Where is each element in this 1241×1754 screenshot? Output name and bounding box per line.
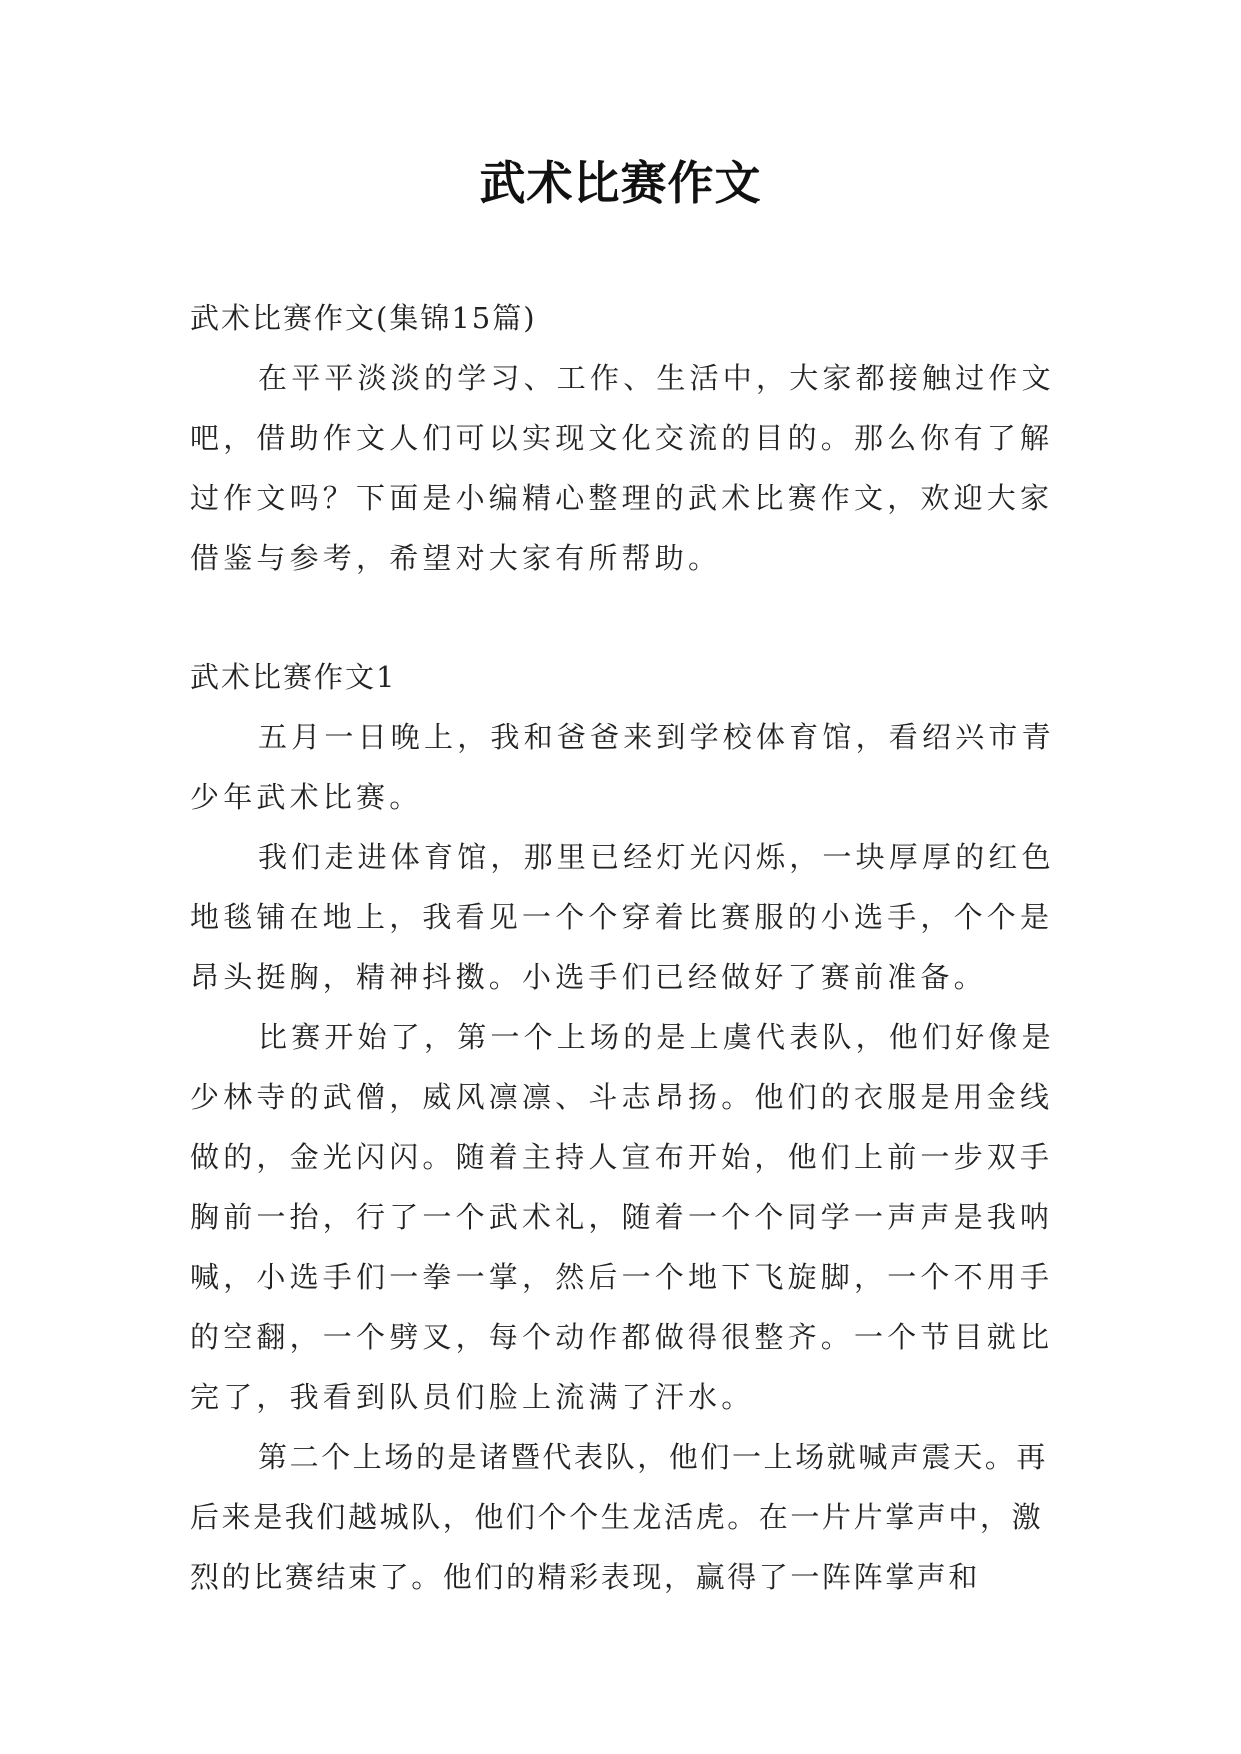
essay-paragraph-2: 我们走进体育馆，那里已经灯光闪烁，一块厚厚的红色地毯铺在地上，我看见一个个穿着比赛服的小选手，个个是昂头挺胸，精神抖擞。小选手们已经做好了赛前准备。: [190, 840, 1055, 994]
collection-heading: 武术比赛作文(集锦15篇): [190, 301, 537, 335]
essay-paragraph-3: 比赛开始了，第一个上场的是上虞代表队，他们好像是少林寺的武僧，威风凛凛、斗志昂扬。他们的衣服是用金线做的，金光闪闪。随着主持人宣布开始，他们上前一步双手胸前一抬，行了一个武术礼，随着一个个同学一声声是我呐喊，小选手们一拳一掌，然后一个地下飞旋脚，一个不用手的空翻，一个劈叉，每个动作都做得很整齐。一个节目就比完了，我看到队员们脸上流满了汗水。: [190, 1020, 1055, 1414]
essay-paragraph-4: 第二个上场的是诸暨代表队，他们一上场就喊声震天。再后来是我们越城队，他们个个生龙活虎。在一片片掌声中，激烈的比赛结束了。他们的精彩表现，赢得了一阵阵掌声和: [190, 1440, 1049, 1594]
section-heading: 武术比赛作文1: [190, 660, 397, 694]
essay-paragraph-1: 五月一日晚上，我和爸爸来到学校体育馆，看绍兴市青少年武术比赛。: [190, 720, 1055, 814]
document-body: [190, 288, 1070, 1607]
intro-paragraph: 在平平淡淡的学习、工作、生活中，大家都接触过作文吧，借助作文人们可以实现文化交流的目的。那么你有了解过作文吗？下面是小编精心整理的武术比赛作文，欢迎大家借鉴与参考，希望对大家有所帮助。: [190, 361, 1055, 575]
section-spacer: [190, 588, 1070, 647]
document-title: 武术比赛作文: [479, 156, 762, 210]
